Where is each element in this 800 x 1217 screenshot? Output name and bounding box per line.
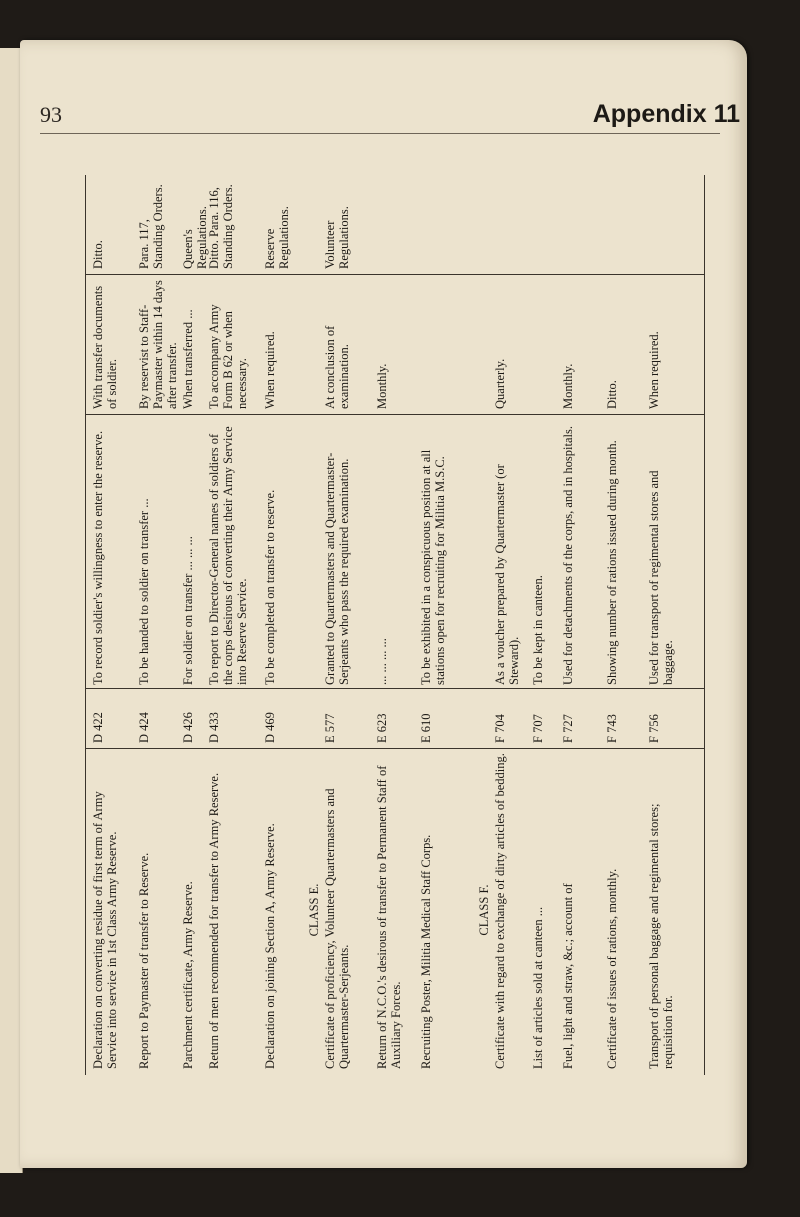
form-description: Certificate of issues of rations, monthly. [605,868,619,1069]
form-description: Declaration on joining Section A, Army Reserve. [263,823,277,1069]
form-description: Recruiting Poster, Militia Medical Staff Corps. [419,834,433,1069]
form-number: F 704 [493,714,507,743]
form-instructions: To be completed on transfer to reserve. [263,489,277,685]
table-top-rule [85,175,86,1075]
form-number: D 426 [181,712,195,743]
form-authority: Ditto. Para. 116, Standing Orders. [207,184,235,269]
form-description: Declaration on converting residue of first term of Army Service into service in 1st Class Army Reserve. [91,791,119,1069]
column-rule [85,688,705,689]
form-number: E 610 [419,713,433,743]
form-number: D 469 [263,712,277,743]
form-number: F 756 [647,714,661,743]
form-when-rendered: By reservist to Staff-Paymaster within 14 days after transfer. [137,280,179,409]
form-instructions: To report to Director-General names of soldiers of the corps desirous of converting their Army Service into Reserve Service. [207,426,249,685]
form-description: List of articles sold at canteen ... [531,906,545,1069]
form-description: Return of N.C.O.'s desirous of transfer to Permanent Staff of Auxiliary Forces. [375,765,403,1069]
column-rule [85,274,705,275]
form-when-rendered: At conclusion of examination. [323,325,351,409]
form-number: F 707 [531,714,545,743]
form-when-rendered: Monthly. [561,363,575,409]
form-number: F 743 [605,714,619,743]
running-head: Appendix 11 [592,100,740,128]
form-authority: Queen's Regulations. [181,206,209,269]
forms-table-rotated [85,175,705,1075]
form-when-rendered: Monthly. [375,363,389,409]
form-when-rendered: When required. [647,331,661,409]
form-when-rendered: When transferred ... [181,309,195,409]
class-e-heading: CLASS E. [307,883,321,937]
form-instructions: ... ... ... ... [375,638,389,685]
column-rule [85,414,705,415]
forms-table [85,175,705,1075]
form-instructions: As a voucher prepared by Quartermaster (or Steward). [493,464,521,685]
form-authority: Volunteer Regulations. [323,206,351,269]
form-when-rendered: To accompany Army Form B 62 or when necessary. [207,304,249,409]
form-when-rendered: Quarterly. [493,358,507,409]
form-number: D 433 [207,712,221,743]
form-instructions: To record soldier's willingness to enter the reserve. [91,430,105,685]
form-number: F 727 [561,714,575,743]
form-description: Certificate of proficiency, Volunteer Quartermasters and Quartermaster-Serjeants. [323,788,351,1069]
form-description: Return of men recommended for transfer to Army Reserve. [207,772,221,1069]
form-when-rendered: When required. [263,331,277,409]
form-description: Fuel, light and straw, &c.; account of [561,883,575,1069]
table-bottom-rule [704,175,705,1075]
form-number: E 623 [375,713,389,743]
form-number: E 577 [323,713,337,743]
form-when-rendered: Ditto. [605,380,619,409]
page-number: 93 [40,102,62,127]
form-when-rendered: With transfer documents of soldier. [91,285,119,409]
form-instructions: To be handed to soldier on transfer ... [137,498,151,685]
form-description: Transport of personal baggage and regimental stores; requisition for. [647,803,675,1069]
form-instructions: For soldier on transfer ... ... ... [181,536,195,685]
form-instructions: Showing number of rations issued during month. [605,440,619,685]
form-instructions: Used for detachments of the corps, and in hospitals. [561,426,575,685]
form-description: Parchment certificate, Army Reserve. [181,881,195,1069]
form-instructions: To be kept in canteen. [531,575,545,685]
form-authority: Para. 117, Standing Orders. [137,184,165,269]
form-instructions: Granted to Quartermasters and Quartermaster-Serjeants who pass the required examination. [323,452,351,685]
form-authority: Ditto. [91,240,105,269]
form-description: Report to Paymaster of transfer to Reserve. [137,852,151,1069]
form-number: D 422 [91,712,105,743]
form-number: D 424 [137,712,151,743]
column-rule [85,748,705,749]
class-f-heading: CLASS F. [477,884,491,936]
form-authority: Reserve Regulations. [263,206,291,269]
form-instructions: Used for transport of regimental stores and baggage. [647,470,675,685]
form-instructions: To be exhibited in a conspicuous position at all stations open for recruiting for Militia M.S.C. [419,449,447,685]
header-rule [40,133,720,134]
form-description: Certificate with regard to exchange of dirty articles of bedding. [493,753,507,1069]
